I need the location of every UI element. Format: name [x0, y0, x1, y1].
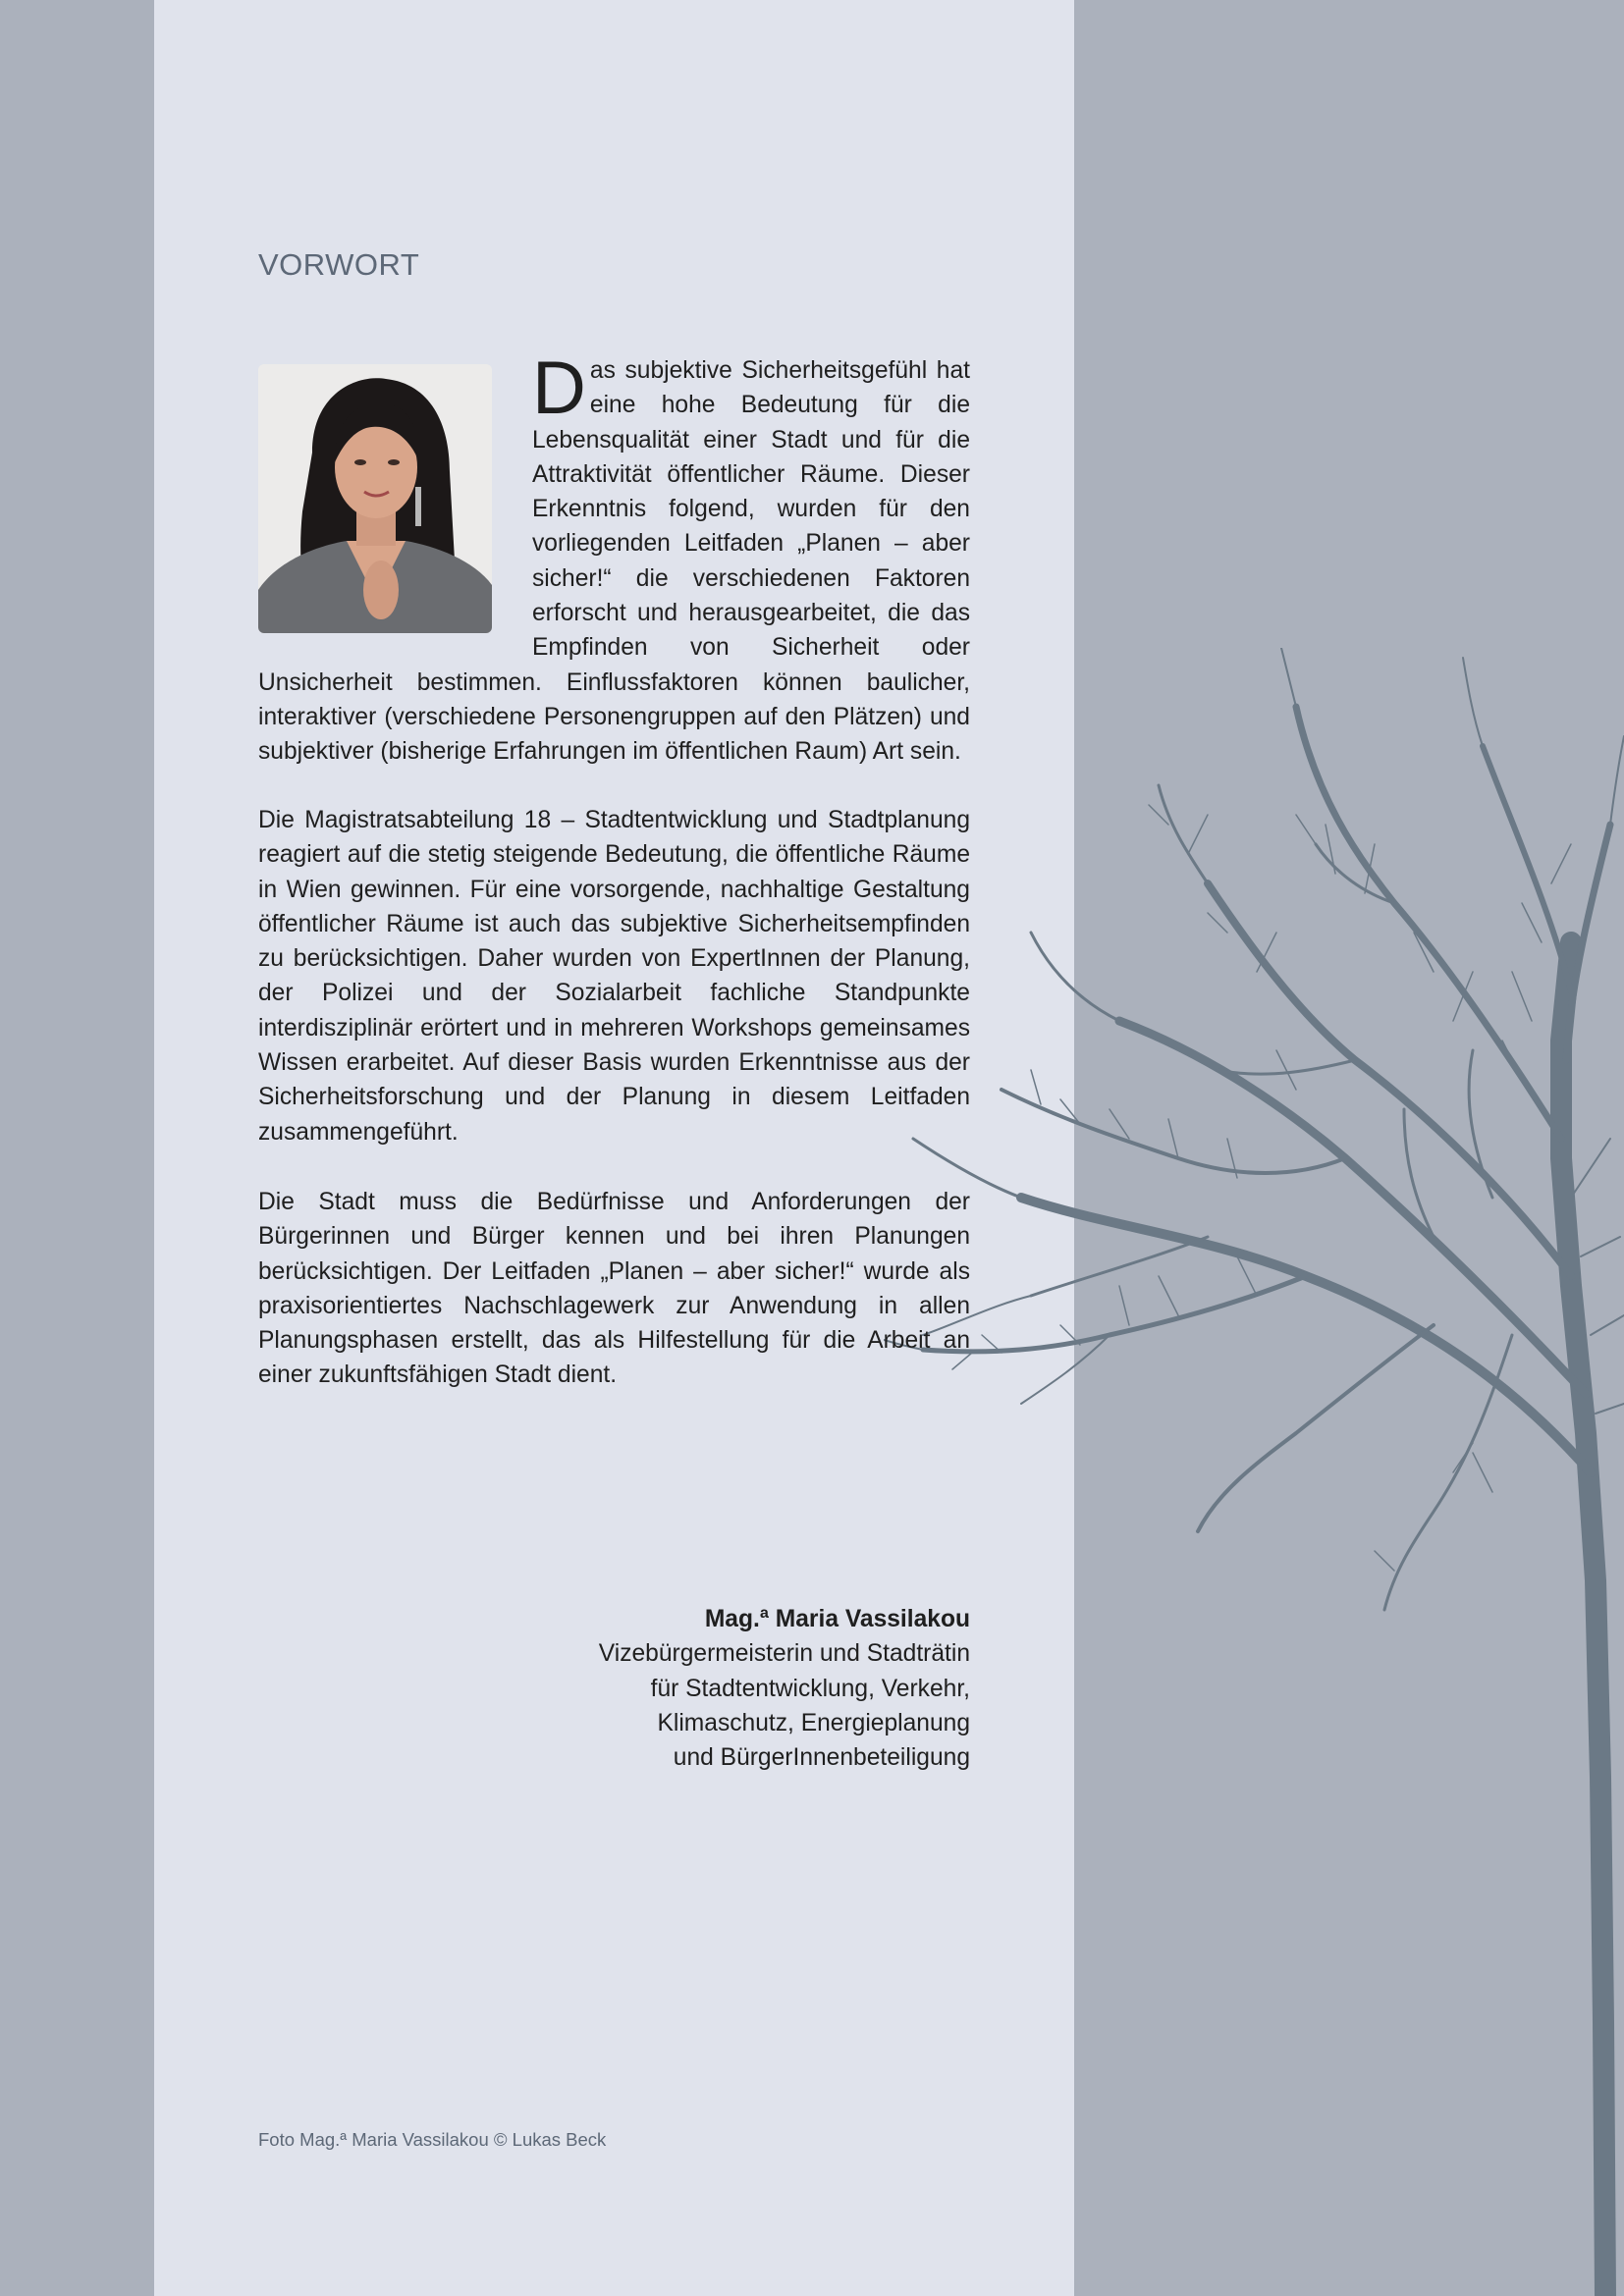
signatory-title-line: und BürgerInnenbeteiligung [673, 1744, 970, 1772]
drop-cap: D [532, 347, 586, 430]
signatory-name: Mag.ª Maria Vassilakou [704, 1606, 970, 1632]
signatory-title-line: Vizebürgermeisterin und Stadträtin [598, 1640, 970, 1668]
body-paragraph-3: Die Stadt muss die Bedürfnisse und Anforderungen der Bürgerinnen und Bürger kennen und bei ihren Planungen berücksichtigen. Der Leitfaden „Planen – aber sicher!“ wurde als praxisorientiertes Nachschlagewerk zur Anwendung in allen Planungsphasen erstellt, das als Hilfestellung für die Arbeit an einer zukunftsfähigen Stadt dient. [258, 1189, 970, 1389]
body-paragraph-2: Die Magistratsabteilung 18 – Stadtentwicklung und Stadtplanung reagiert auf die stetig steigende Bedeutung, die öffentliche Räume in Wien gewinnen. Für eine vorsorgende, nachhaltige Gestaltung öffentlicher Räume ist auch das subjektive Sicherheitsempfinden zu berücksichtigen. Daher wurden von ExpertInnen der Planung, der Polizei und der Sozialarbeit fachliche Standpunkte interdisziplinär erörtert und in mehreren Workshops gemeinsames Wissen erarbeitet. Auf dieser Basis wurden Erkenntnisse aus der Sicherheitsforschung und der Planung in diesem Leitfaden zusammengeführt. [258, 807, 970, 1146]
intro-paragraph-text: as subjektive Sicherheitsgefühl hat eine hohe Bedeutung für die Lebensqualität einer Stadt und für die Attraktivität öffentlicher Räume. Dieser Erkenntnis folgend, wurden für den vorliegenden Leitfaden „Planen – aber sicher!“ die verschiedenen Faktoren erforscht und herausgearbeitet, die das Empfinden von Sicherheit oder Unsicherheit bestimmen. Einflussfaktoren können baulicher, interaktiver (verschiedene Personengruppen auf den Plätzen) und subjektiver (bisherige Erfahrungen im öffentlichen Raum) Art sein. [258, 357, 970, 766]
photo-credit: Foto Mag.ª Maria Vassilakou © Lukas Beck [258, 2129, 607, 2150]
signatory-title-line: Klimaschutz, Energieplanung [657, 1709, 970, 1736]
intro-paragraph [258, 347, 970, 770]
tree-silhouette-illustration [884, 648, 1624, 2296]
page-title: VORWORT [258, 247, 420, 282]
signatory-title-line: für Stadtentwicklung, Verkehr, [650, 1675, 970, 1702]
signature-block [530, 1602, 970, 1775]
